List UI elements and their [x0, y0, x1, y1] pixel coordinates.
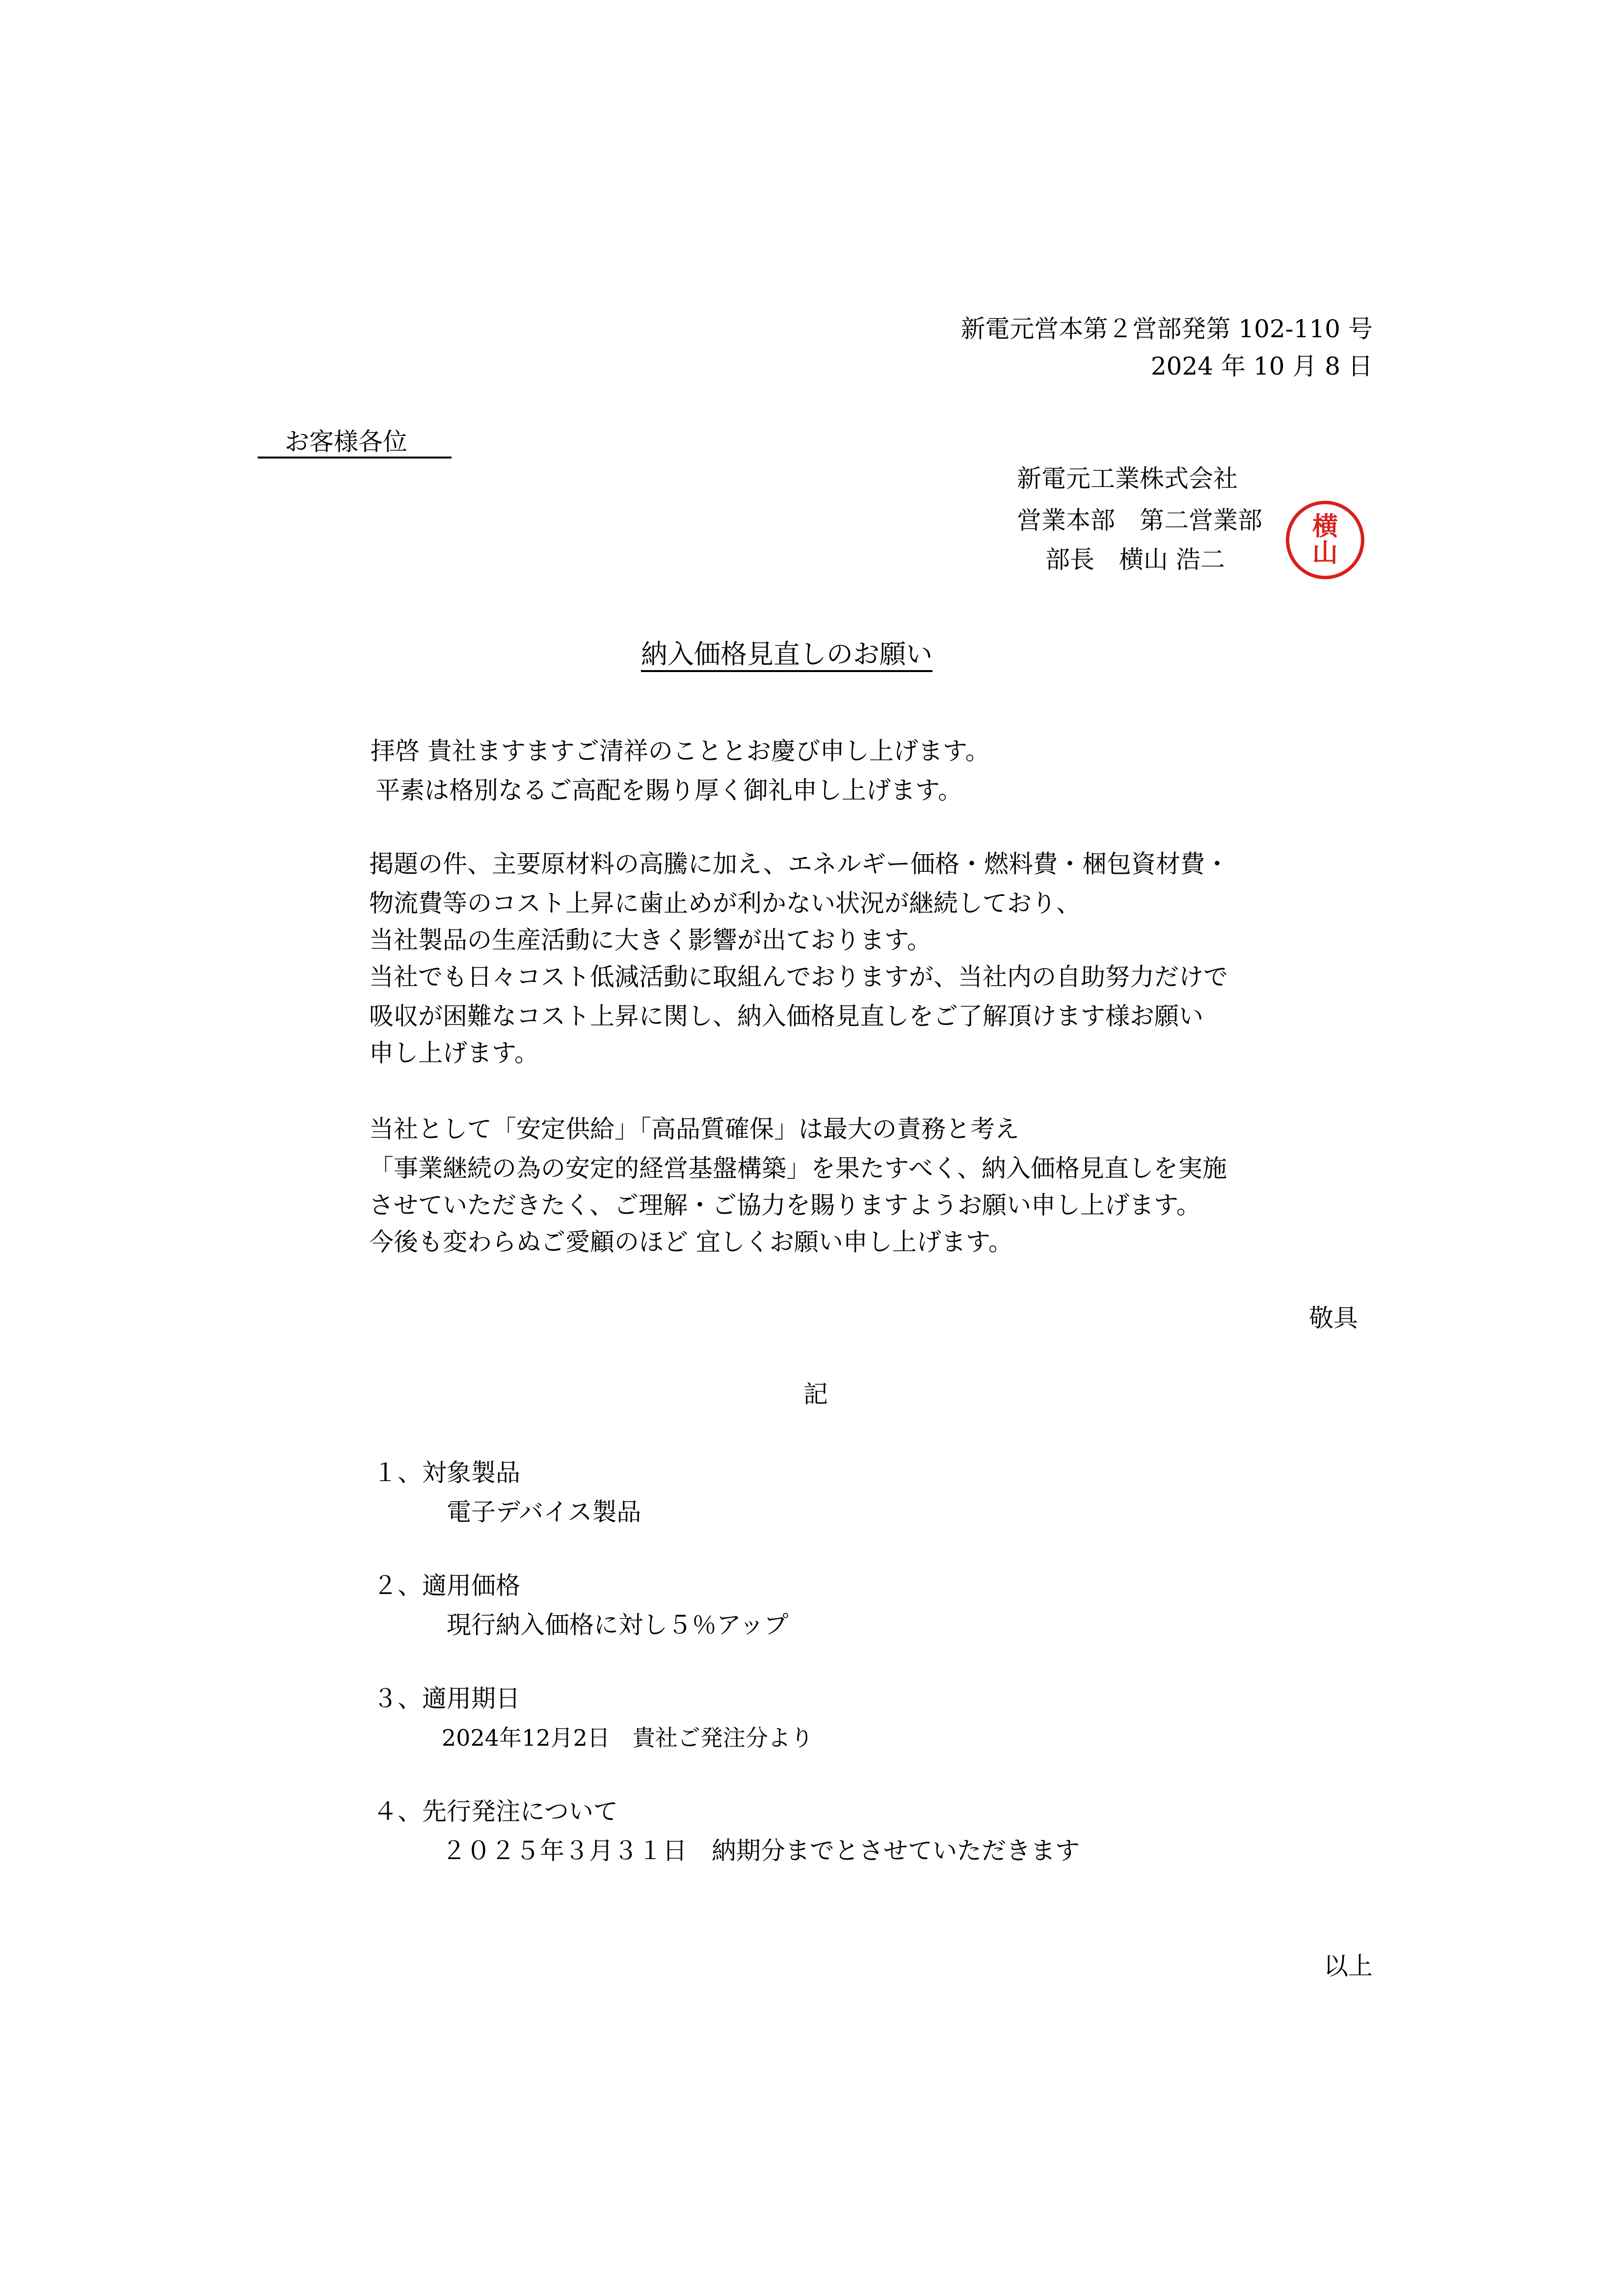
item-4-value: ２０２５年３月３１日 納期分までとさせていただきます: [442, 1837, 1080, 1865]
item-2-label: ２、適用価格: [373, 1571, 520, 1600]
item-1-label: １、対象製品: [373, 1459, 520, 1487]
sender-person: 部長 横山 浩二: [1045, 545, 1225, 574]
item-3-value: 2024年12月2日 貴社ご発注分より: [442, 1725, 813, 1751]
item-4-label: ４、先行発注について: [373, 1797, 618, 1826]
paragraph2-line-4: 今後も変わらぬご愛顧のほど 宜しくお願い申し上げます。: [369, 1228, 1013, 1256]
paragraph2-line-3: させていただきたく、ご理解・ご協力を賜りますようお願い申し上げます。: [369, 1191, 1201, 1219]
seal-char-2: 山: [1312, 538, 1338, 568]
sender-company: 新電元工業株式会社: [1017, 464, 1238, 493]
document-title: [641, 640, 932, 672]
sender-department: 営業本部 第二営業部: [1017, 506, 1262, 535]
greeting-line-1: 拝啓 貴社ますますご清祥のこととお慶び申し上げます。: [371, 737, 990, 765]
paragraph1-line-1: 掲題の件、主要原材料の高騰に加え、エネルギー価格・燃料費・梱包資材費・: [369, 850, 1229, 878]
closing-ijou: 以上: [1324, 1952, 1373, 1980]
paragraph1-line-3: 当社製品の生産活動に大きく影響が出ております。: [369, 926, 931, 954]
paragraph1-line-6: 申し上げます。: [369, 1039, 539, 1067]
document-date: 2024 年 10 月 8 日: [1150, 352, 1373, 380]
seal-stamp: [1286, 501, 1364, 579]
item-3-label: ３、適用期日: [373, 1684, 520, 1713]
document-number: 新電元営本第２営部発第 102-110 号: [960, 315, 1373, 343]
item-2-value: 現行納入価格に対し５％アップ: [447, 1611, 789, 1639]
paragraph1-line-4: 当社でも日々コスト低減活動に取組んでおりますが、当社内の自助努力だけで: [369, 963, 1228, 991]
item-1-value: 電子デバイス製品: [447, 1498, 641, 1526]
document-title-text: 納入価格見直しのお願い: [641, 639, 932, 670]
paragraph2-line-2: 「事業継続の為の安定的経営基盤構築」を果たすべく、納入価格見直しを実施: [369, 1154, 1227, 1183]
greeting-line-2: 平素は格別なるご高配を賜り厚く御礼申し上げます。: [375, 776, 962, 805]
recipient: [258, 427, 452, 459]
paragraph1-line-5: 吸収が困難なコスト上昇に関し、納入価格見直しをご了解頂けます様お願い: [369, 1002, 1203, 1030]
paragraph2-line-1: 当社として「安定供給」「高品質確保」は最大の責務と考え: [369, 1115, 1019, 1143]
paragraph1-line-2: 物流費等のコスト上昇に歯止めが利かない状況が継続しており、: [369, 889, 1081, 918]
seal-char-1: 横: [1312, 512, 1338, 541]
closing-keigu: 敬具: [1309, 1304, 1358, 1332]
record-heading: 記: [803, 1380, 828, 1408]
recipient-text: お客様各位: [285, 428, 407, 456]
